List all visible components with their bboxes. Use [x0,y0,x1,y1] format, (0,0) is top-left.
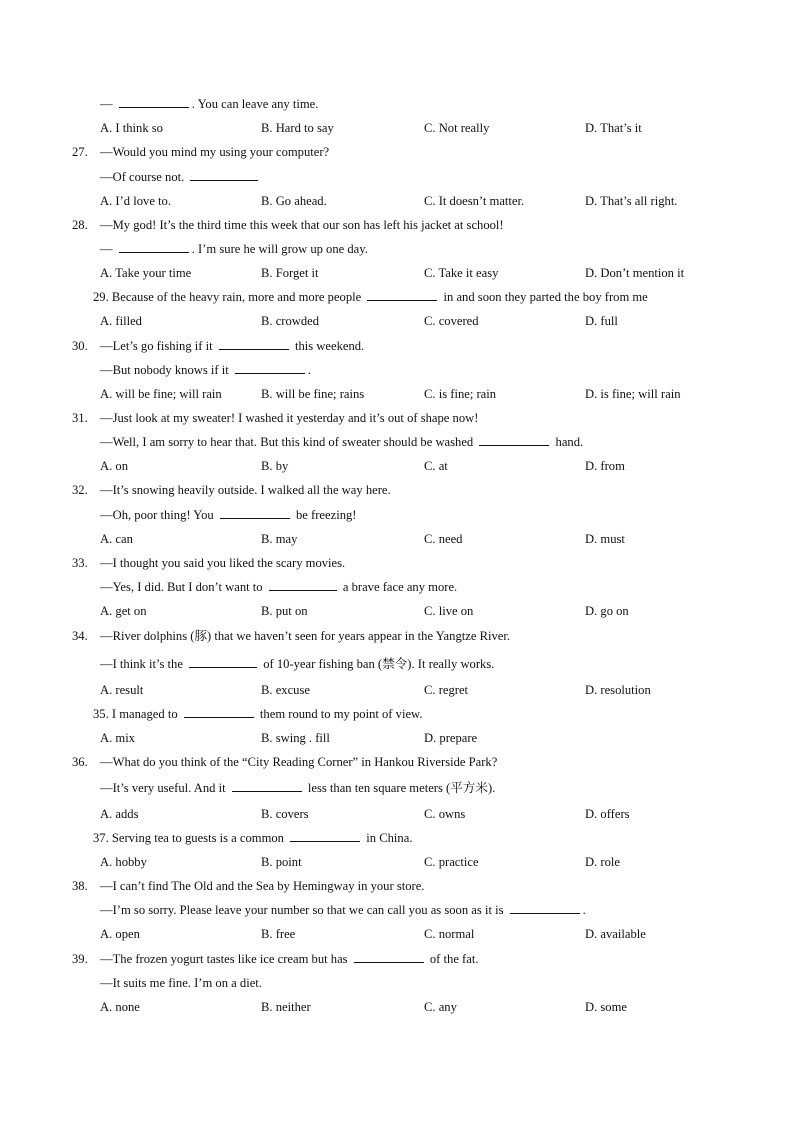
q36-option-b: B. covers [261,807,309,821]
answer-blank [220,505,290,519]
q36-option-c: C. owns [424,807,466,821]
q34-option-c: C. regret [424,683,469,697]
q30-option-a: A. will be fine; will rain [100,387,222,401]
q34-option-d: D. resolution [585,683,651,697]
q37-option-c: C. practice [424,855,479,869]
q32-option-a: A. can [100,532,133,546]
question-number: 32. [72,483,88,497]
q26-option-d: D. That’s it [585,121,642,135]
q30-option-d: D. is fine; will rain [585,387,681,401]
answer-blank [510,900,580,914]
q29-option-c: C. covered [424,314,479,328]
question-number: 36. [72,755,88,769]
q28-option-d: D. Don’t mention it [585,266,685,280]
q39-option-a: A. none [100,1000,140,1014]
answer-blank [290,828,360,842]
q33-option-a: A. get on [100,604,147,618]
q32-option-c: C. need [424,532,463,546]
answer-blank [354,949,424,963]
q38-option-b: B. free [261,927,296,941]
q27-option-a: A. I’d love to. [100,194,171,208]
question-number: 38. [72,879,88,893]
question-number: 31. [72,411,88,425]
q33-option-b: B. put on [261,604,308,618]
q39-option-c: C. any [424,1000,457,1014]
q29-option-a: A. filled [100,314,142,328]
answer-blank [119,94,189,108]
q33-option-d: D. go on [585,604,629,618]
q26-option-a: A. I think so [100,121,163,135]
answer-blank [189,654,257,668]
q28-option-c: C. Take it easy [424,266,499,280]
q36-option-d: D. offers [585,807,630,821]
q32-option-d: D. must [585,532,625,546]
q38-option-c: C. normal [424,927,475,941]
q29-option-d: D. full [585,314,618,328]
q35-option-b: B. swing . fill [261,731,330,745]
q28-option-b: B. Forget it [261,266,319,280]
q26-option-b: B. Hard to say [261,121,334,135]
q35-option-d: D. prepare [424,731,478,745]
q27-option-c: C. It doesn’t matter. [424,194,525,208]
q30-option-c: C. is fine; rain [424,387,497,401]
q35-option-a: A. mix [100,731,135,745]
answer-blank [269,577,337,591]
q27-option-d: D. That’s all right. [585,194,678,208]
q37-option-a: A. hobby [100,855,147,869]
q29-option-b: B. crowded [261,314,320,328]
q37-option-d: D. role [585,855,620,869]
answer-blank [219,336,289,350]
answer-blank [232,778,302,792]
question-number: 28. [72,218,88,232]
q37-option-b: B. point [261,855,302,869]
q33-option-c: C. live on [424,604,474,618]
question-number: 27. [72,145,88,159]
answer-blank [184,704,254,718]
answer-blank [367,287,437,301]
q38-option-d: D. available [585,927,646,941]
question-number: 34. [72,629,88,643]
answer-blank [235,360,305,374]
q31-option-d: D. from [585,459,625,473]
q36-option-a: A. adds [100,807,139,821]
q34-option-a: A. result [100,683,144,697]
answer-blank [119,239,189,253]
q39-option-d: D. some [585,1000,627,1014]
q26-option-c: C. Not really [424,121,490,135]
question-number: 39. [72,952,88,966]
q34-option-b: B. excuse [261,683,310,697]
question-number: 30. [72,339,88,353]
q30-option-b: B. will be fine; rains [261,387,365,401]
question-number: 33. [72,556,88,570]
q28-option-a: A. Take your time [100,266,192,280]
q31-option-a: A. on [100,459,128,473]
answer-blank [190,167,258,181]
q39-option-b: B. neither [261,1000,311,1014]
q31-option-c: C. at [424,459,448,473]
q27-option-b: B. Go ahead. [261,194,327,208]
answer-blank [479,432,549,446]
exam-page: — . You can leave any time. A. I think so B. Hard to say C. Not really D. That’s it 27. —Would you mind my using your computer? —Of course not. A. I’d love to. B. Go ahead. C. It doesn’t matter. D. That’s all right. 28. —My god! It’s the third time this week that our son has left his jacket at school! — . I’m sure he will grow up one day. A. Take your time B. Forget it C. Take it easy D. Don’t mention it 29. Because of the heavy rain, more and more people in and soon they parted the boy from me A. filled B. crowded C. covered D. full 30. —Let’s go fishing if it this weekend. —But nobody knows if it . A. will be fine; will rain B. will be fine; rains C. is fine; rain D. is fine; will rain 31. —Just look at my sweater! I washed it yesterday and it’s out of shape now! —Well, I am sorry to hear that. But this kind of sweater should be washed hand. A. on B. by C. at D. from 32. —It’s snowing heavily outside. I walked all the way here. —Oh, poor thing! You be freezing! A. can B. may C. need D. must 33. —I thought you said you liked the scary movies. —Yes, I did. But I don’t want to a brave face any more. A. get on B. put on C. live on D. go on 34. —River dolphins (豚) that we haven’t seen for years appear in the Yangtze River. —I think it’s the of 10-year fishing ban (禁令). It really works. A. result B. excuse C. regret D. resolution 35. I managed to them round to my point of view. A. mix B. swing . fill D. prepare 36. —What do you think of the “City Reading Corner” in Hankou Riverside Park? —It’s very useful. And it less than ten square meters (平方米). A. adds B. covers C. owns D. offers 37. Serving tea to guests is a common in China. A. hobby B. point C. practice D. role 38. —I can’t find The Old and the Sea by Hemingway in your store. —I’m so sorry. Please leave your number so that we can call you as soon as it is . A. open B. free C. normal D. available 39. —The frozen yogurt tastes like ice cream but has of the fat. —It suits me fine. I’m on a diet. A. none B. neither C. any D. some [0,0,794,1123]
q32-option-b: B. may [261,532,298,546]
q31-option-b: B. by [261,459,289,473]
q38-option-a: A. open [100,927,140,941]
